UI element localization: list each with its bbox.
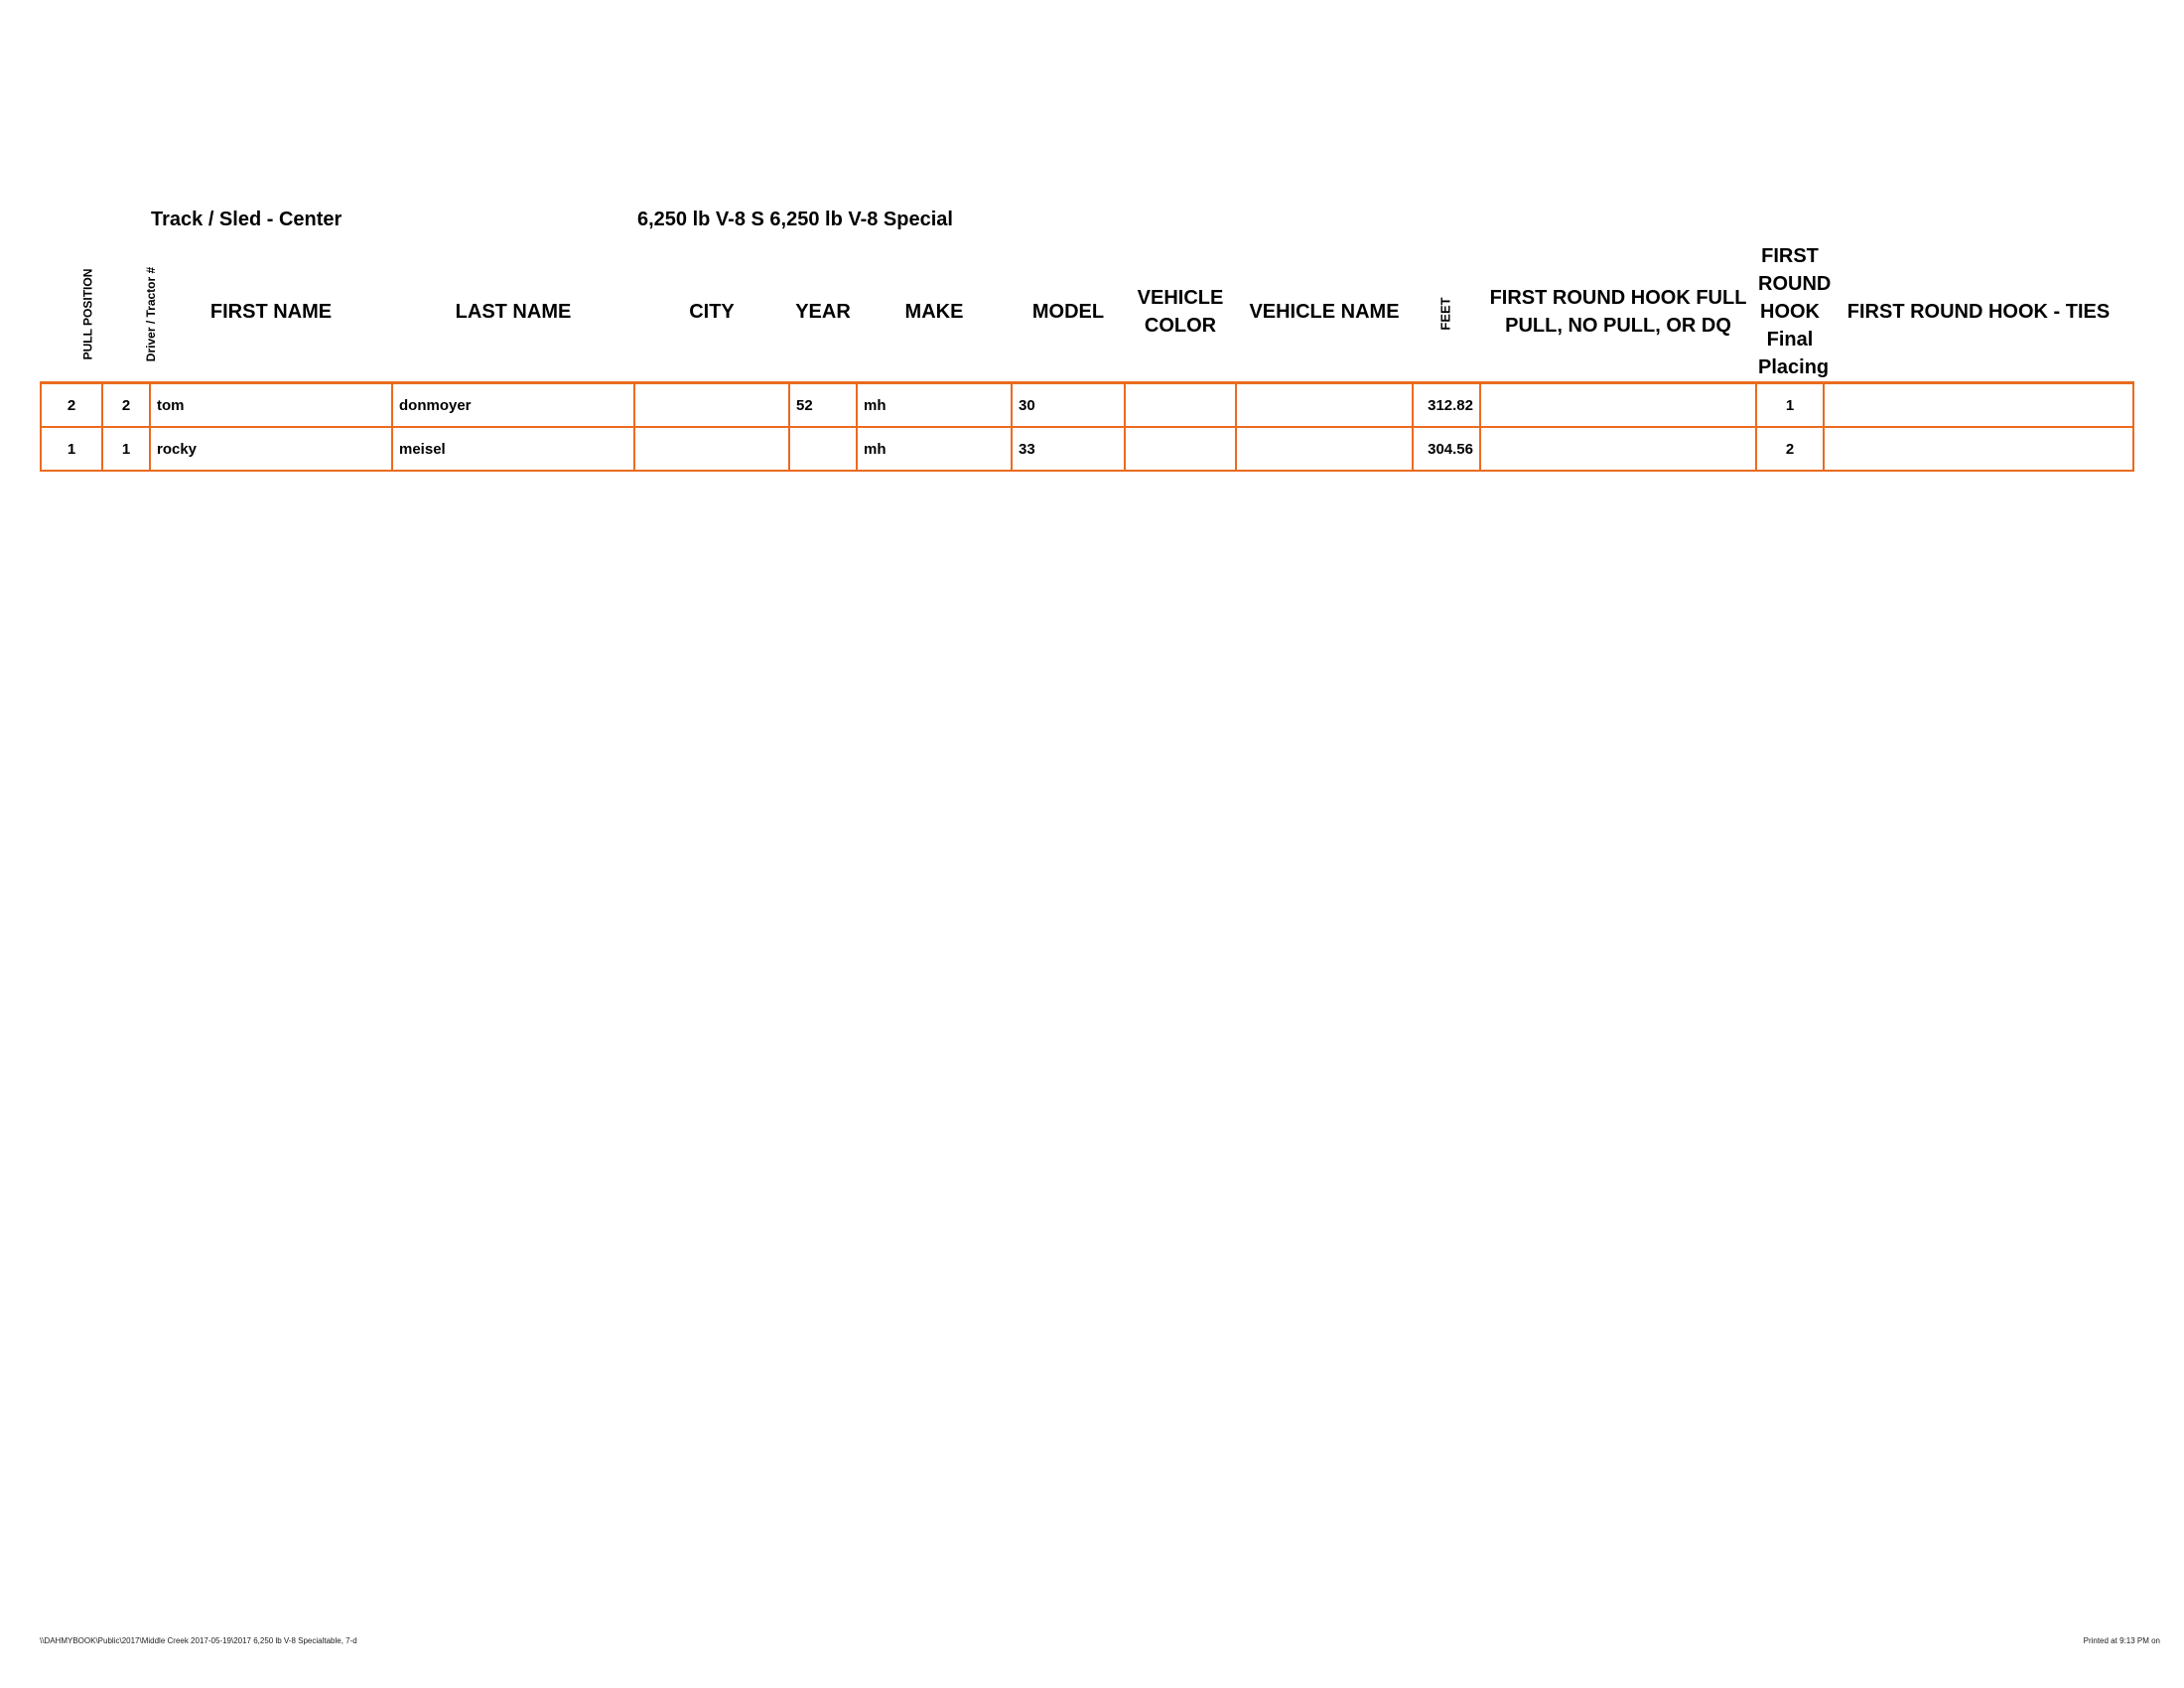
col-header-vehicle-name: VEHICLE NAME [1249, 301, 1400, 323]
cell-final-placing: 1 [1756, 383, 1824, 428]
track-sled-title: Track / Sled - Center [151, 209, 342, 230]
cell-year: 52 [789, 383, 857, 428]
col-header-feet: FEET [1437, 297, 1453, 331]
cell-city [634, 427, 789, 471]
col-header-last-name: LAST NAME [455, 301, 572, 323]
col-header-driver-tractor: Driver / Tractor # [144, 266, 159, 362]
cell-vehicle-color [1125, 383, 1236, 428]
class-title: 6,250 lb V-8 S 6,250 lb V-8 Special [637, 209, 953, 230]
cell-model: 30 [1012, 383, 1125, 428]
footer-file-path: \\DAHMYBOOK\Public\2017\Middle Creek 2017-05-19\2017 6,250 lb V-8 Specialtable, 7-d [40, 1636, 357, 1645]
cell-model: 33 [1012, 427, 1125, 471]
cell-make: mh [857, 383, 1012, 428]
cell-feet: 312.82 [1413, 383, 1480, 428]
col-header-first-round-hook: FIRST ROUND HOOK FULL PULL, NO PULL, OR DQ [1489, 287, 1747, 337]
cell-last-name: meisel [392, 427, 634, 471]
cell-vehicle-name [1236, 427, 1413, 471]
col-header-vehicle-color: VEHICLE COLOR [1137, 287, 1224, 337]
col-header-year: YEAR [795, 301, 851, 323]
col-header-first-name: FIRST NAME [209, 301, 333, 323]
table-row [41, 427, 2133, 471]
cell-pull-position: 2 [41, 383, 102, 428]
cell-ties [1824, 427, 2133, 471]
cell-driver-tractor: 1 [102, 427, 150, 471]
table-row [41, 383, 2133, 428]
cell-first-round-hook [1480, 383, 1756, 428]
col-header-ties: FIRST ROUND HOOK - TIES [1846, 301, 2111, 323]
cell-ties [1824, 383, 2133, 428]
cell-first-name: rocky [150, 427, 392, 471]
cell-driver-tractor: 2 [102, 383, 150, 428]
cell-first-round-hook [1480, 427, 1756, 471]
cell-vehicle-name [1236, 383, 1413, 428]
header-row [41, 242, 2133, 383]
cell-make: mh [857, 427, 1012, 471]
col-header-final-placing: FIRST ROUND HOOK Final Placing [1758, 245, 1832, 378]
cell-last-name: donmoyer [392, 383, 634, 428]
results-table [40, 242, 2134, 472]
col-header-pull-position: PULL POSITION [80, 268, 95, 360]
cell-year [789, 427, 857, 471]
col-header-model: MODEL [1031, 301, 1105, 323]
col-header-make: MAKE [904, 301, 964, 323]
cell-first-name: tom [150, 383, 392, 428]
cell-vehicle-color [1125, 427, 1236, 471]
footer-printed: Printed at 9:13 PM on [2083, 1636, 2160, 1645]
cell-final-placing: 2 [1756, 427, 1824, 471]
cell-pull-position: 1 [41, 427, 102, 471]
cell-feet: 304.56 [1413, 427, 1480, 471]
col-header-city: CITY [689, 301, 735, 323]
cell-city [634, 383, 789, 428]
